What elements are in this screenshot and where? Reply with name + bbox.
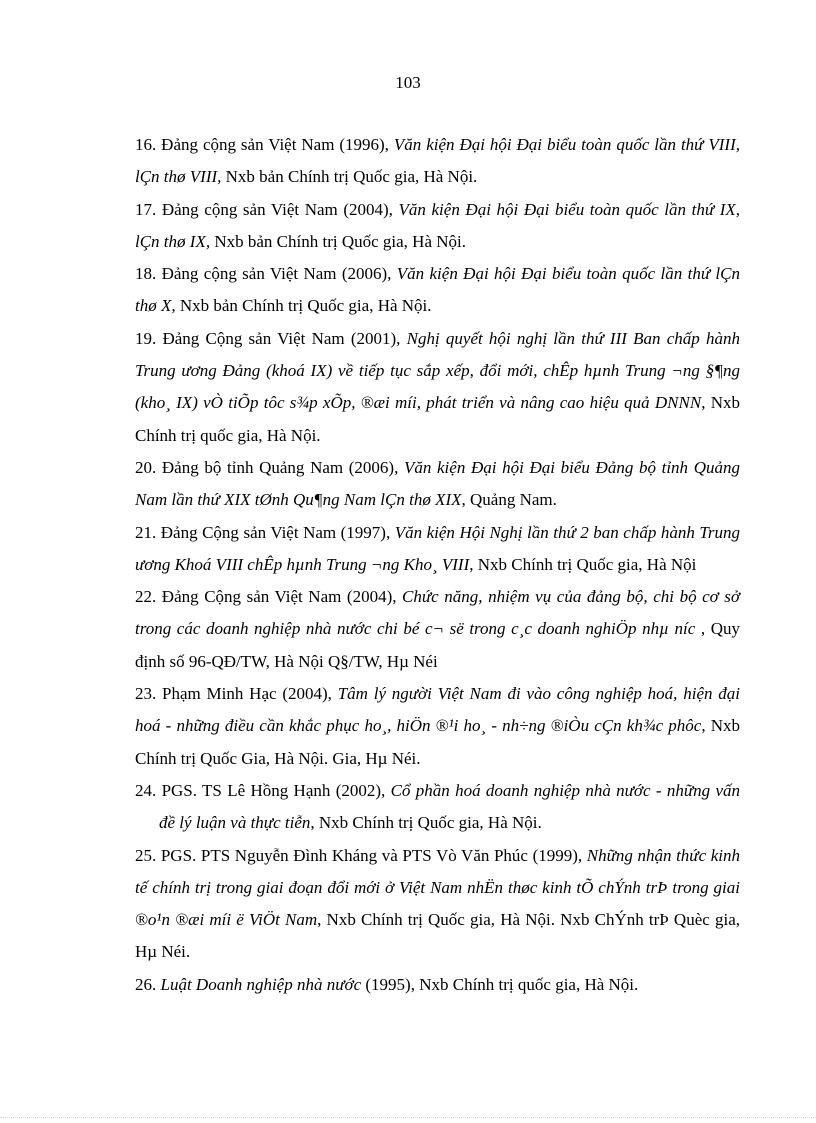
reference-title: Văn kiện Đại hội Đại biểu toàn quốc lần thứ lÇn thø X, (135, 264, 740, 316)
reference-item (135, 969, 740, 1001)
reference-title: Văn kiện Đại hội Đại biểu Đảng bộ tỉnh Quảng Nam lần thứ XIX tØnh Qu¶ng Nam lÇn thø XIX (135, 457, 740, 510)
reference-item (135, 581, 740, 678)
reference-publisher: Nxb bản Chính trị Quốc gia, Hà Nội. (210, 231, 466, 251)
reference-item (135, 452, 740, 517)
reference-title: Nghị quyết hội nghị lần thứ III Ban chấp hành Trung ương Đảng (khoá IX) về tiếp tục sắp xếp, đổi mới, chÊp hµnh Trung ¬ng §¶ng (kho¸ IX) vÒ tiÕp tôc s¾p xÕp, ®æi míi, phát triển và nâng cao hiệu quả DNNN (135, 328, 740, 413)
reference-author-year: 24. PGS. TS Lê Hồng Hạnh (2002), (135, 780, 391, 800)
page-bottom-divider (0, 1117, 816, 1118)
reference-item (135, 194, 740, 259)
reference-title: Những nhận thức kinh tế chính trị trong giai đoạn đổi mới ở Việt Nam nhËn thøc kinh tÕ chÝnh trÞ trong giai ®o¹n ®æi míi ë ViÖt Nam (135, 845, 740, 930)
reference-item (135, 258, 740, 323)
reference-publisher: , Quy định số 96-QĐ/TW, Hà Nội Q§/TW, Hµ Néi (135, 619, 740, 671)
reference-item (135, 775, 740, 840)
reference-author-year: 18. Đảng cộng sản Việt Nam (2006), (135, 264, 397, 284)
reference-author-year: 26. (135, 974, 161, 994)
page-number: 103 (395, 73, 421, 92)
reference-author-year: 17. Đảng cộng sản Việt Nam (2004), (135, 199, 399, 219)
reference-title: Văn kiện Đại hội Đại biểu toàn quốc lần thứ IX, lÇn thø IX, (135, 199, 740, 251)
reference-publisher: , Nxb Chính trị Quốc gia, Hà Nội. Nxb ChÝnh trÞ Quèc gia, Hµ Néi. (135, 910, 740, 962)
reference-title: Văn kiện Đại hội Đại biểu toàn quốc lần thứ VIII, lÇn thø VIII, (135, 135, 740, 187)
reference-publisher: , Nxb Chính trị Quốc gia, Hà Nội. (310, 813, 542, 833)
reference-title: Chức năng, nhiệm vụ của đảng bộ, chi bộ cơ sở trong các doanh nghiệp nhà nước chi bé c¬ së trong c¸c doanh nghiÖp nhµ níc (135, 587, 740, 639)
reference-publisher: (1995), Nxb Chính trị quốc gia, Hà Nội. (361, 974, 639, 994)
reference-author-year: 21. Đảng Cộng sản Việt Nam (1997), (135, 522, 395, 542)
reference-author-year: 20. Đảng bộ tỉnh Quảng Nam (2006), (135, 457, 404, 477)
reference-title: Luật Doanh nghiệp nhà nước (160, 974, 362, 994)
reference-item (135, 840, 740, 969)
reference-item (135, 323, 740, 452)
reference-item (135, 129, 740, 194)
reference-author-year: 16. Đảng cộng sản Việt Nam (1996), (135, 135, 394, 154)
reference-author-year: 23. Phạm Minh Hạc (2004), (135, 684, 338, 704)
reference-publisher: , Nxb Chính trị Quốc gia, Hà Nội (469, 554, 697, 574)
reference-author-year: 25. PGS. PTS Nguyễn Đình Kháng và PTS Vò Văn Phúc (1999), (135, 845, 587, 865)
reference-publisher: , Nxb Chính trị Quốc Gia, Hà Nội. Gia, Hµ Néi. (135, 716, 740, 768)
reference-author-year: 19. Đảng Cộng sản Việt Nam (2001), (135, 328, 407, 348)
reference-title: Tâm lý người Việt Nam đi vào công nghiệp hoá, hiện đại hoá - những điều cần khắc phục ho¸, hiÖn ®¹i ho¸ - nh÷ng ®iÒu cÇn kh¾c phôc (135, 684, 740, 736)
reference-publisher: Nxb bản Chính trị Quốc gia, Hà Nội. (175, 296, 432, 316)
reference-title: Văn kiện Hội Nghị lần thứ 2 ban chấp hành Trung ương Khoá VIII chÊp hµnh Trung ¬ng Kho¸ VIII (135, 522, 740, 574)
reference-title: Cổ phần hoá doanh nghiệp nhà nước - những vấn đề lý luận và thực tiễn (159, 780, 740, 833)
reference-item (135, 517, 740, 582)
reference-publisher: , Nxb Chính trị quốc gia, Hà Nội. (135, 393, 740, 445)
reference-publisher: Nxb bản Chính trị Quốc gia, Hà Nội. (221, 167, 478, 187)
reference-item (135, 678, 740, 775)
reference-publisher: , Quảng Nam. (461, 490, 557, 510)
reference-list (135, 129, 740, 1001)
reference-author-year: 22. Đảng Cộng sản Việt Nam (2004), (135, 587, 403, 607)
